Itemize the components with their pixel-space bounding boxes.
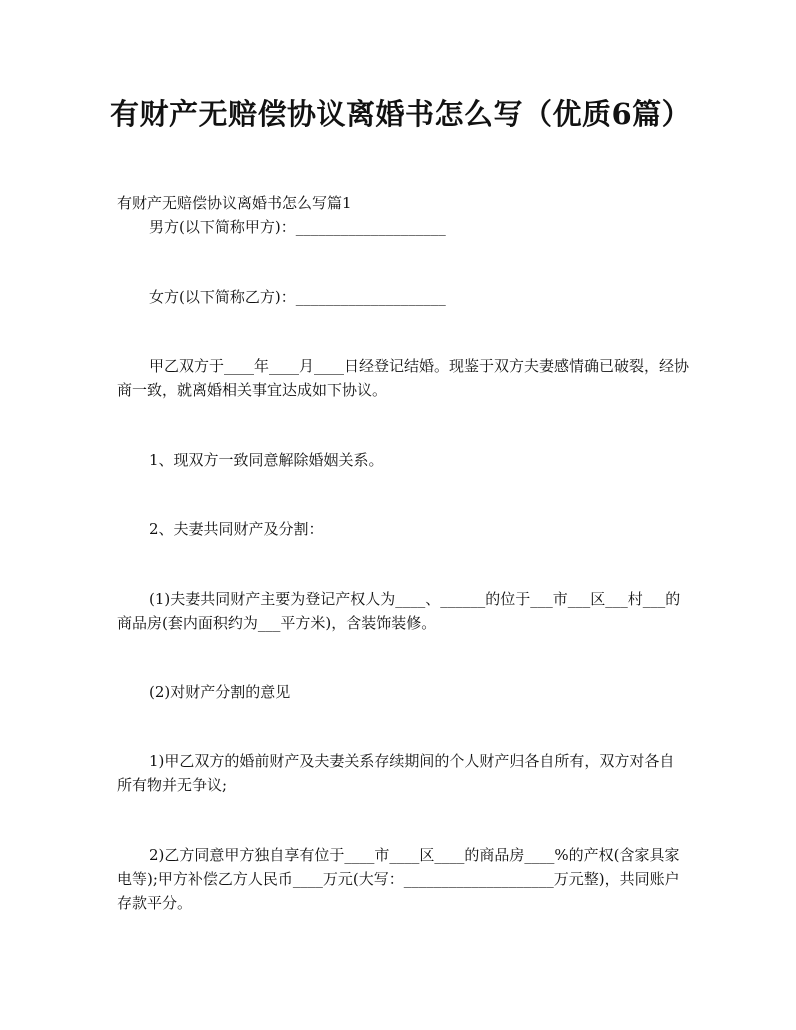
paragraph-clause-1: 1、现双方一致同意解除婚姻关系。	[149, 451, 384, 469]
paragraph-property-1: (1)夫妻共同财产主要为登记产权人为____、______的位于___市___区___村___的商品房(套内面积约为___平方米)，含装饰装修。	[117, 590, 681, 632]
paragraph-property-2: (2)对财产分割的意见	[149, 683, 291, 701]
paragraph-husband: 男方(以下简称甲方)：____________________	[149, 218, 446, 236]
paragraph-wife: 女方(以下简称乙方)：____________________	[149, 288, 446, 306]
paragraph-opinion-1: 1)甲乙双方的婚前财产及夫妻关系存续期间的个人财产归各自所有，双方对各自所有物并无争议;	[117, 752, 675, 794]
paragraph-opinion-2: 2)乙方同意甲方独自享有位于____市____区____的商品房____%的产权(含家具家电等);甲方补偿乙方人民币____万元(大写：____________________万元整)，共同账户存款平分。	[117, 846, 680, 912]
paragraph-marriage-info: 甲乙双方于____年____月____日经登记结婚。现鉴于双方夫妻感情确已破裂，经协商一致，就离婚相关事宜达成如下协议。	[117, 357, 690, 399]
section-heading: 有财产无赔偿协议离婚书怎么写篇1	[117, 194, 352, 212]
document-title: 有财产无赔偿协议离婚书怎么写（优质6篇）	[110, 97, 692, 131]
paragraph-clause-2: 2、夫妻共同财产及分割：	[149, 520, 324, 538]
